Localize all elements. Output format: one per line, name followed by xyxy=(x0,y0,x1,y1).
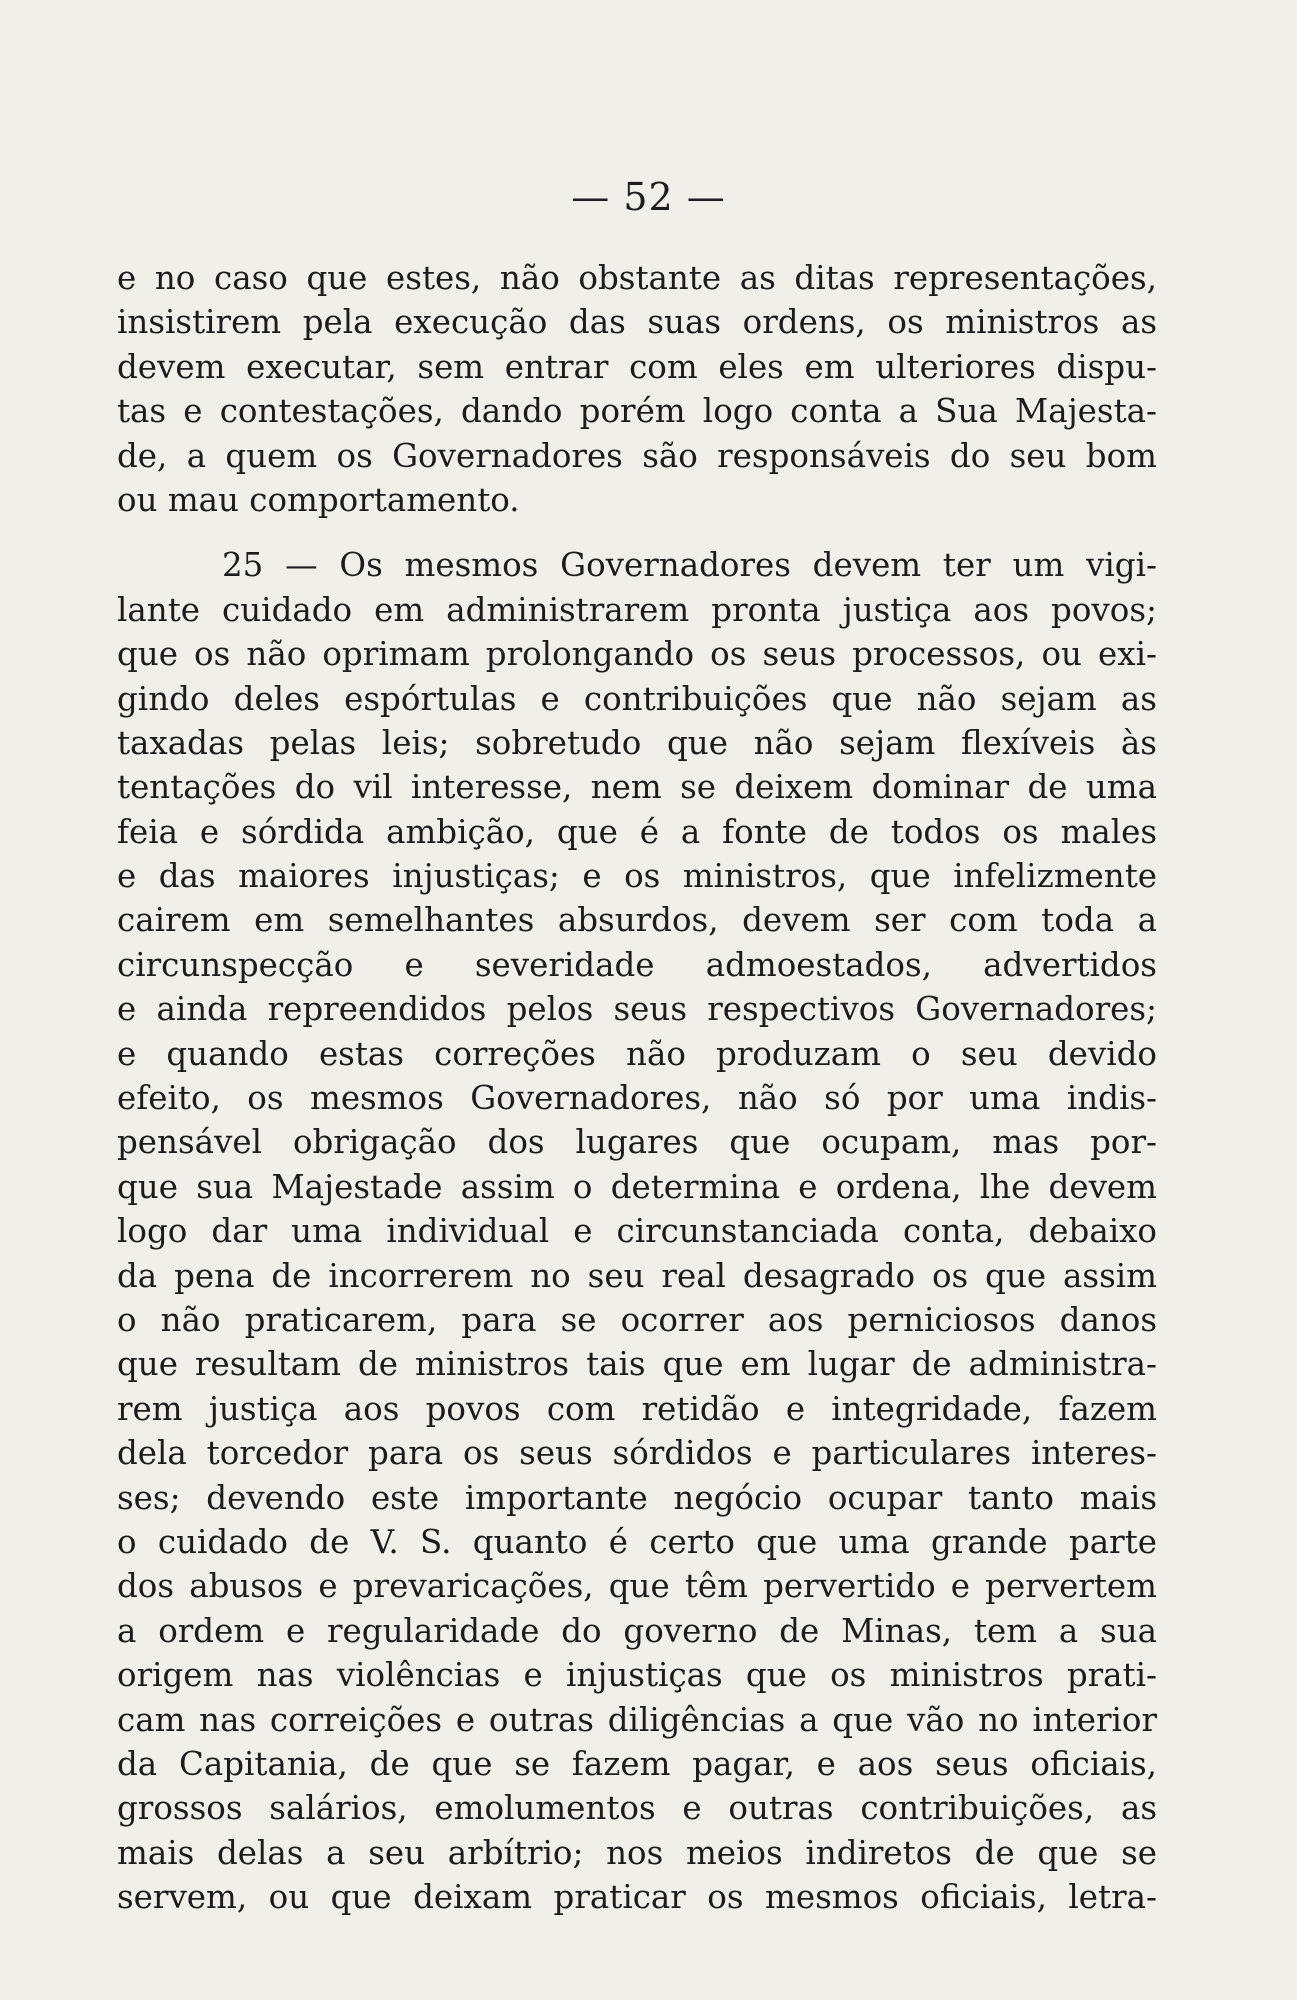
text-line: e ainda repreendidos pelos seus respectivos Governadores; xyxy=(117,990,1157,1029)
text-line: cam nas correições e outras diligências a que vão no interior xyxy=(117,1700,1157,1739)
text-line: de, a quem os Governadores são responsáveis do seu bom xyxy=(117,436,1157,475)
text-line: a ordem e regularidade do governo de Minas, tem a sua xyxy=(117,1611,1157,1650)
text-line: o não praticarem, para se ocorrer aos perniciosos danos xyxy=(117,1300,1157,1339)
text-line: logo dar uma individual e circunstanciada conta, debaixo xyxy=(117,1212,1157,1251)
text-line: tas e contestações, dando porém logo conta a Sua Majesta- xyxy=(117,392,1157,431)
body-text xyxy=(117,256,1157,1919)
text-line: gindo deles espórtulas e contribuições que não sejam as xyxy=(117,679,1157,718)
text-line: da Capitania, de que se fazem pagar, e aos seus oficiais, xyxy=(117,1744,1157,1783)
text-line: tentações do vil interesse, nem se deixem dominar de uma xyxy=(117,768,1157,807)
text-line: que os não oprimam prolongando os seus processos, ou exi- xyxy=(117,635,1157,674)
text-line: grossos salários, emolumentos e outras contribuições, as xyxy=(117,1789,1157,1828)
text-line: o cuidado de V. S. quanto é certo que uma grande parte xyxy=(117,1522,1157,1561)
text-line: ses; devendo este importante negócio ocupar tanto mais xyxy=(117,1478,1157,1517)
text-line: devem executar, sem entrar com eles em ulteriores dispu- xyxy=(117,347,1157,386)
text-line: e quando estas correções não produzam o seu devido xyxy=(117,1034,1157,1073)
text-line: dela torcedor para os seus sórdidos e particulares interes- xyxy=(117,1434,1157,1473)
page-number: — 52 — xyxy=(571,175,726,219)
text-line: feia e sórdida ambição, que é a fonte de todos os males xyxy=(117,812,1157,851)
text-line: dos abusos e prevaricações, que têm pervertido e pervertem xyxy=(117,1567,1157,1606)
text-line: origem nas violências e injustiças que os ministros prati- xyxy=(117,1656,1157,1695)
text-line: mais delas a seu arbítrio; nos meios indiretos de que se xyxy=(117,1833,1157,1872)
text-line: pensável obrigação dos lugares que ocupam, mas por- xyxy=(117,1123,1157,1162)
text-line: circunspecção e severidade admoestados, advertidos xyxy=(117,945,1157,984)
text-line: efeito, os mesmos Governadores, não só por uma indis- xyxy=(117,1079,1157,1118)
text-line: taxadas pelas leis; sobretudo que não sejam flexíveis às xyxy=(117,723,1157,762)
paragraph-continuation xyxy=(117,256,1157,522)
text-line: 25 — Os mesmos Governadores devem ter um vigi- xyxy=(222,546,1157,585)
text-line: cairem em semelhantes absurdos, devem ser com toda a xyxy=(117,901,1157,940)
text-line: da pena de incorrerem no seu real desagrado os que assim xyxy=(117,1256,1157,1295)
text-line: ou mau comportamento. xyxy=(117,480,520,519)
text-line: e das maiores injustiças; e os ministros, que infelizmente xyxy=(117,857,1157,896)
text-line: lante cuidado em administrarem pronta justiça aos povos; xyxy=(117,590,1157,629)
paragraph-article-25 xyxy=(117,543,1157,1919)
text-line: que sua Majestade assim o determina e ordena, lhe devem xyxy=(117,1167,1157,1206)
text-line: rem justiça aos povos com retidão e integridade, fazem xyxy=(117,1389,1157,1428)
text-line: servem, ou que deixam praticar os mesmos oficiais, letra- xyxy=(117,1878,1157,1917)
text-line: e no caso que estes, não obstante as ditas representações, xyxy=(117,259,1157,297)
text-line: insistirem pela execução das suas ordens, os ministros as xyxy=(117,303,1157,342)
text-line: que resultam de ministros tais que em lugar de administra- xyxy=(117,1345,1157,1384)
